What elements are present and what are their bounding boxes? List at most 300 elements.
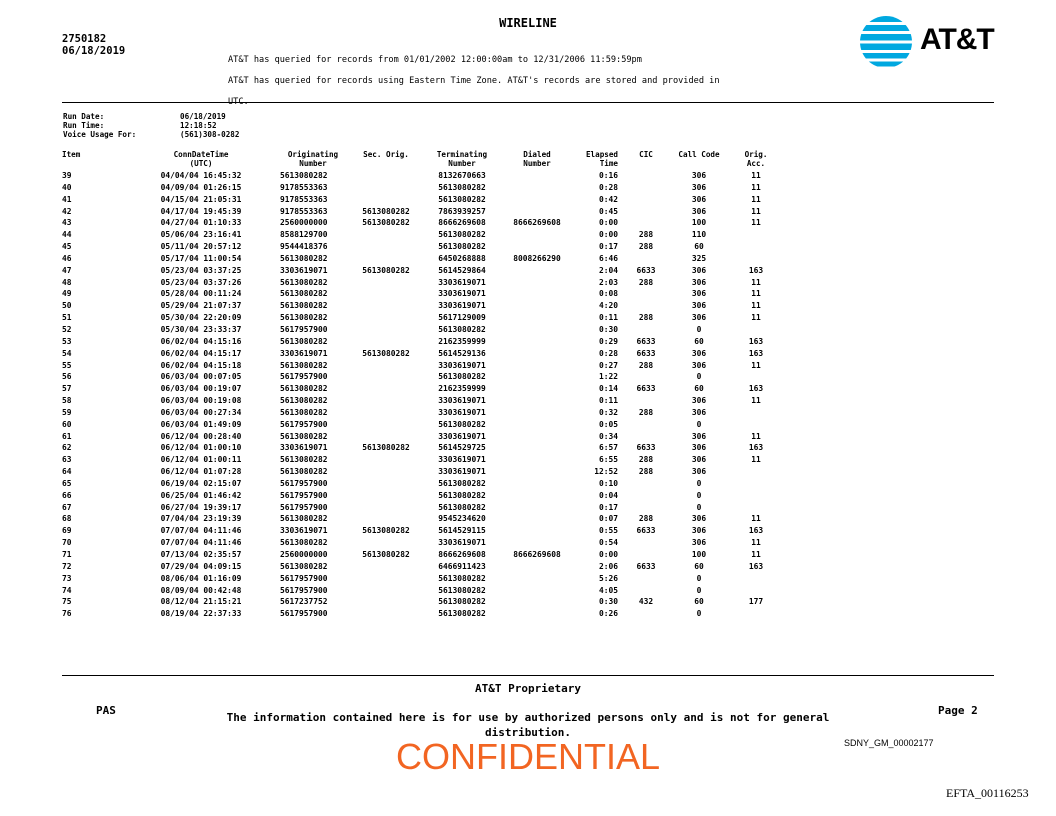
cell-conn-datetime: 08/12/04 21:15:21 xyxy=(160,597,242,607)
table-row xyxy=(56,253,784,265)
column-header-line: Terminating xyxy=(436,150,488,159)
cell-item: 69 xyxy=(62,526,72,536)
footer-divider xyxy=(62,675,994,676)
table-row xyxy=(56,170,784,182)
cell-terminating-number: 8666269608 xyxy=(438,218,486,228)
cell-cic xyxy=(622,170,670,182)
cell-conn-datetime: 06/02/04 04:15:18 xyxy=(160,360,242,370)
cell-secondary-originating xyxy=(350,561,422,573)
cell-cic xyxy=(622,217,670,229)
cell-dialed-number xyxy=(502,371,572,383)
cell-terminating-number: 5617129009 xyxy=(438,313,486,323)
cell-terminating-number: 3303619071 xyxy=(438,277,486,287)
cell-secondary-originating xyxy=(350,336,422,348)
cell-call-code: 0 xyxy=(696,478,702,488)
cell-item: 54 xyxy=(62,348,72,358)
column-header-cic xyxy=(622,150,670,170)
notice-line: AT&T has queried for records using Eastern Time Zone. AT&T's records are stored and provided in xyxy=(228,75,720,86)
cell-terminating-number: 9545234620 xyxy=(438,514,486,524)
table-row xyxy=(56,371,784,383)
cell-originating-access xyxy=(728,608,784,620)
cell-cic: 288 xyxy=(638,514,654,524)
column-header-call-code xyxy=(670,150,728,170)
cell-originating-access: 11 xyxy=(751,277,761,287)
table-row xyxy=(56,442,784,454)
cell-call-code: 306 xyxy=(691,289,707,299)
cell-cic: 6633 xyxy=(636,561,656,571)
cell-conn-datetime: 06/03/04 00:07:05 xyxy=(160,372,242,382)
cell-conn-datetime: 08/06/04 01:16:09 xyxy=(160,573,242,583)
cell-elapsed-time: 0:45 xyxy=(598,206,618,216)
cell-conn-datetime: 06/25/04 01:46:42 xyxy=(160,490,242,500)
cell-dialed-number xyxy=(502,478,572,490)
cell-originating-number: 5613080282 xyxy=(280,431,328,441)
cell-dialed-number xyxy=(502,442,572,454)
cell-originating-access: 11 xyxy=(751,550,761,559)
cell-cic xyxy=(622,300,670,312)
cell-conn-datetime: 05/11/04 20:57:12 xyxy=(160,242,242,252)
cell-originating-number: 5617957900 xyxy=(280,324,328,334)
cell-secondary-originating: 5613080282 xyxy=(362,348,410,358)
cell-call-code: 0 xyxy=(696,324,702,334)
cell-dialed-number xyxy=(502,561,572,573)
cell-cic xyxy=(622,371,670,383)
document-title: WIRELINE xyxy=(499,16,557,30)
cell-conn-datetime: 06/12/04 00:28:40 xyxy=(160,431,242,441)
run-metadata xyxy=(63,112,239,139)
cell-dialed-number xyxy=(502,596,572,608)
cell-conn-datetime: 06/02/04 04:15:16 xyxy=(160,336,242,346)
cell-secondary-originating xyxy=(350,407,422,419)
table-row xyxy=(56,288,784,300)
cell-item: 48 xyxy=(62,277,72,287)
cell-terminating-number: 5613080282 xyxy=(438,573,486,583)
cell-originating-access: 11 xyxy=(751,455,761,465)
column-header-originating-access xyxy=(728,150,784,170)
cell-cic xyxy=(622,431,670,443)
cell-terminating-number: 3303619071 xyxy=(438,360,486,370)
cell-elapsed-time: 0:16 xyxy=(598,171,618,180)
cell-secondary-originating xyxy=(350,182,422,194)
cell-cic xyxy=(622,395,670,407)
cell-secondary-originating xyxy=(350,300,422,312)
cell-item: 65 xyxy=(62,478,72,488)
cell-terminating-number: 8666269608 xyxy=(438,550,486,559)
cell-elapsed-time: 4:20 xyxy=(598,301,618,311)
cell-elapsed-time: 6:46 xyxy=(598,253,618,263)
column-header-line: CIC xyxy=(639,150,653,159)
cell-originating-number: 5613080282 xyxy=(280,171,328,180)
cell-secondary-originating xyxy=(350,229,422,241)
cell-originating-access xyxy=(728,490,784,502)
cell-item: 47 xyxy=(62,265,72,275)
cell-originating-access: 11 xyxy=(751,206,761,216)
confidential-stamp: CONFIDENTIAL xyxy=(395,736,661,777)
table-body xyxy=(56,170,784,620)
table-header-row xyxy=(56,150,784,170)
cell-elapsed-time: 0:11 xyxy=(598,396,618,406)
cell-call-code: 306 xyxy=(691,514,707,524)
cell-item: 46 xyxy=(62,253,72,263)
cell-originating-number: 5613080282 xyxy=(280,455,328,465)
cell-originating-number: 5617237752 xyxy=(280,597,328,607)
case-number: 2750182 xyxy=(62,33,107,45)
cell-conn-datetime: 05/23/04 03:37:26 xyxy=(160,277,242,287)
cell-secondary-originating xyxy=(350,478,422,490)
logo-wordmark: AT&T xyxy=(920,23,994,56)
cell-item: 40 xyxy=(62,182,72,192)
cell-conn-datetime: 06/27/04 19:39:17 xyxy=(160,502,242,512)
cell-item: 56 xyxy=(62,372,72,382)
cell-cic: 6633 xyxy=(636,336,656,346)
cell-secondary-originating xyxy=(350,502,422,514)
cell-dialed-number xyxy=(502,170,572,182)
cell-dialed-number xyxy=(502,336,572,348)
cell-terminating-number: 3303619071 xyxy=(438,407,486,417)
cell-item: 71 xyxy=(62,550,72,559)
cell-elapsed-time: 0:29 xyxy=(598,336,618,346)
cell-conn-datetime: 05/23/04 03:37:25 xyxy=(160,265,242,275)
cell-secondary-originating xyxy=(350,288,422,300)
cell-terminating-number: 5613080282 xyxy=(438,609,486,619)
cell-item: 39 xyxy=(62,171,72,180)
cell-dialed-number xyxy=(502,348,572,360)
cell-originating-number: 5613080282 xyxy=(280,407,328,417)
cell-dialed-number xyxy=(502,431,572,443)
cell-secondary-originating xyxy=(350,596,422,608)
cell-cic xyxy=(622,549,670,561)
cell-originating-access xyxy=(728,229,784,241)
cell-originating-number: 3303619071 xyxy=(280,348,328,358)
column-header-elapsed-time xyxy=(572,150,622,170)
cell-secondary-originating xyxy=(350,537,422,549)
cell-call-code: 306 xyxy=(691,360,707,370)
column-header-secondary-originating xyxy=(350,150,422,170)
cell-originating-number: 9544418376 xyxy=(280,242,328,252)
cell-terminating-number: 2162359999 xyxy=(438,384,486,394)
notice-line: AT&T has queried for records from 01/01/2002 12:00:00am to 12/31/2006 11:59:59pm xyxy=(228,54,642,65)
pas-label: PAS xyxy=(96,704,116,717)
cell-originating-number: 5613080282 xyxy=(280,561,328,571)
cell-dialed-number xyxy=(502,407,572,419)
table-row xyxy=(56,265,784,277)
cell-cic xyxy=(622,206,670,218)
cell-dialed-number xyxy=(502,502,572,514)
cell-conn-datetime: 05/30/04 22:20:09 xyxy=(160,313,242,323)
cell-originating-number: 9178553363 xyxy=(280,194,328,204)
document-identifier xyxy=(62,33,125,57)
cell-elapsed-time: 5:26 xyxy=(598,573,618,583)
cell-originating-number: 5617957900 xyxy=(280,609,328,619)
cell-dialed-number xyxy=(502,288,572,300)
cell-originating-number: 5613080282 xyxy=(280,514,328,524)
cell-call-code: 0 xyxy=(696,502,702,512)
cell-terminating-number: 3303619071 xyxy=(438,431,486,441)
cell-secondary-originating xyxy=(350,324,422,336)
cell-item: 64 xyxy=(62,467,72,477)
cell-dialed-number xyxy=(502,324,572,336)
cell-secondary-originating xyxy=(350,241,422,253)
cell-conn-datetime: 07/29/04 04:09:15 xyxy=(160,561,242,571)
cell-conn-datetime: 08/09/04 00:42:48 xyxy=(160,585,242,595)
cell-conn-datetime: 05/30/04 23:33:37 xyxy=(160,324,242,334)
cell-originating-number: 3303619071 xyxy=(280,265,328,275)
cell-dialed-number xyxy=(502,395,572,407)
cell-elapsed-time: 1:22 xyxy=(598,372,618,382)
cell-terminating-number: 5613080282 xyxy=(438,242,486,252)
cell-dialed-number: 8666269608 xyxy=(513,218,561,228)
cell-conn-datetime: 05/17/04 11:00:54 xyxy=(160,253,242,263)
cell-terminating-number: 2162359999 xyxy=(438,336,486,346)
cell-originating-access xyxy=(728,466,784,478)
cell-call-code: 0 xyxy=(696,490,702,500)
cell-terminating-number: 7863939257 xyxy=(438,206,486,216)
cell-call-code: 110 xyxy=(691,230,707,240)
cell-dialed-number xyxy=(502,608,572,620)
cell-call-code: 60 xyxy=(694,242,704,252)
cell-conn-datetime: 06/19/04 02:15:07 xyxy=(160,478,242,488)
cell-cic xyxy=(622,324,670,336)
cell-dialed-number xyxy=(502,229,572,241)
cell-conn-datetime: 06/02/04 04:15:17 xyxy=(160,348,242,358)
cell-terminating-number: 5613080282 xyxy=(438,419,486,429)
cell-originating-access: 163 xyxy=(748,348,764,358)
cell-terminating-number: 5613080282 xyxy=(438,372,486,382)
distribution-disclaimer: The information contained here is for use by authorized persons only and is not for general distribution. xyxy=(226,711,830,739)
cell-conn-datetime: 06/03/04 01:49:09 xyxy=(160,419,242,429)
cell-elapsed-time: 0:08 xyxy=(598,289,618,299)
cell-item: 63 xyxy=(62,455,72,465)
cell-elapsed-time: 0:10 xyxy=(598,478,618,488)
cell-originating-access xyxy=(728,502,784,514)
cell-terminating-number: 5613080282 xyxy=(438,478,486,488)
cell-secondary-originating xyxy=(350,608,422,620)
cell-terminating-number: 5614529136 xyxy=(438,348,486,358)
cell-cic: 6633 xyxy=(636,265,656,275)
cell-originating-access: 11 xyxy=(751,171,761,180)
cell-originating-number: 5613080282 xyxy=(280,253,328,263)
cell-secondary-originating xyxy=(350,383,422,395)
cell-elapsed-time: 0:55 xyxy=(598,526,618,536)
cell-elapsed-time: 0:26 xyxy=(598,609,618,619)
cell-cic xyxy=(622,585,670,597)
cell-secondary-originating xyxy=(350,419,422,431)
cell-call-code: 306 xyxy=(691,526,707,536)
table-row xyxy=(56,206,784,218)
column-header-line: Call Code xyxy=(678,150,720,159)
table-row xyxy=(56,217,784,229)
cell-terminating-number: 5613080282 xyxy=(438,597,486,607)
cell-originating-access xyxy=(728,371,784,383)
cell-dialed-number xyxy=(502,454,572,466)
cell-item: 67 xyxy=(62,502,72,512)
cell-item: 53 xyxy=(62,336,72,346)
cell-item: 74 xyxy=(62,585,72,595)
cell-originating-access: 11 xyxy=(751,301,761,311)
table-row xyxy=(56,241,784,253)
cell-originating-number: 2560000000 xyxy=(280,218,328,228)
cell-originating-access: 11 xyxy=(751,514,761,524)
cell-terminating-number: 5614529725 xyxy=(438,443,486,453)
cell-originating-number: 5613080282 xyxy=(280,313,328,323)
cell-item: 57 xyxy=(62,384,72,394)
cell-originating-number: 5613080282 xyxy=(280,277,328,287)
cell-call-code: 306 xyxy=(691,407,707,417)
cell-originating-access xyxy=(728,419,784,431)
cell-cic: 6633 xyxy=(636,384,656,394)
cell-call-code: 306 xyxy=(691,277,707,287)
table-row xyxy=(56,596,784,608)
cell-terminating-number: 3303619071 xyxy=(438,289,486,299)
cell-elapsed-time: 0:34 xyxy=(598,431,618,441)
cell-item: 44 xyxy=(62,230,72,240)
table-row xyxy=(56,336,784,348)
column-header-line: Acc. xyxy=(746,159,766,168)
cell-terminating-number: 5614529864 xyxy=(438,265,486,275)
column-header-line: Originating xyxy=(287,150,339,159)
cell-dialed-number xyxy=(502,277,572,289)
cell-elapsed-time: 0:28 xyxy=(598,348,618,358)
cell-originating-access xyxy=(728,478,784,490)
table-row xyxy=(56,348,784,360)
cell-dialed-number xyxy=(502,182,572,194)
cell-call-code: 306 xyxy=(691,265,707,275)
cell-elapsed-time: 0:17 xyxy=(598,242,618,252)
cell-originating-access: 163 xyxy=(748,384,764,394)
cell-originating-access xyxy=(728,324,784,336)
cell-call-code: 306 xyxy=(691,301,707,311)
cell-originating-number: 5617957900 xyxy=(280,372,328,382)
cell-cic: 288 xyxy=(638,407,654,417)
cell-cic: 288 xyxy=(638,313,654,323)
cell-conn-datetime: 04/04/04 16:45:32 xyxy=(160,171,242,180)
cell-secondary-originating: 5613080282 xyxy=(362,550,410,559)
cell-conn-datetime: 04/17/04 19:45:39 xyxy=(160,206,242,216)
cell-terminating-number: 6450268888 xyxy=(438,253,486,263)
voice-usage-label: Voice Usage For: xyxy=(63,130,137,139)
cell-dialed-number xyxy=(502,360,572,372)
cell-dialed-number xyxy=(502,585,572,597)
cell-cic: 288 xyxy=(638,230,654,240)
proprietary-label: AT&T Proprietary xyxy=(475,682,581,695)
cell-secondary-originating xyxy=(350,371,422,383)
cell-item: 73 xyxy=(62,573,72,583)
cell-dialed-number xyxy=(502,490,572,502)
cell-secondary-originating: 5613080282 xyxy=(362,526,410,536)
cell-terminating-number: 3303619071 xyxy=(438,301,486,311)
cell-call-code: 0 xyxy=(696,573,702,583)
cell-terminating-number: 5613080282 xyxy=(438,490,486,500)
cell-terminating-number: 3303619071 xyxy=(438,455,486,465)
cell-originating-number: 5613080282 xyxy=(280,384,328,394)
table-row xyxy=(56,454,784,466)
cell-cic xyxy=(622,573,670,585)
cell-call-code: 60 xyxy=(694,384,704,394)
notice-line: UTC. xyxy=(228,96,249,107)
cell-cic xyxy=(622,194,670,206)
cell-call-code: 306 xyxy=(691,313,707,323)
cell-item: 68 xyxy=(62,514,72,524)
cell-cic: 288 xyxy=(638,467,654,477)
cell-secondary-originating xyxy=(350,253,422,265)
column-header-line: Dialed xyxy=(523,150,551,159)
cell-call-code: 306 xyxy=(691,443,707,453)
cell-secondary-originating xyxy=(350,312,422,324)
cell-originating-access: 11 xyxy=(751,396,761,406)
cell-originating-access: 163 xyxy=(748,336,764,346)
cell-item: 45 xyxy=(62,242,72,252)
cell-secondary-originating xyxy=(350,360,422,372)
cell-terminating-number: 3303619071 xyxy=(438,396,486,406)
table-row xyxy=(56,324,784,336)
column-header-line: Time xyxy=(599,159,618,168)
cell-elapsed-time: 2:06 xyxy=(598,561,618,571)
table-row xyxy=(56,525,784,537)
cell-secondary-originating xyxy=(350,454,422,466)
cell-secondary-originating xyxy=(350,466,422,478)
cell-secondary-originating: 5613080282 xyxy=(362,265,410,275)
table-row xyxy=(56,194,784,206)
cell-call-code: 0 xyxy=(696,609,702,619)
cell-originating-number: 5617957900 xyxy=(280,478,328,488)
table-row xyxy=(56,466,784,478)
table-row xyxy=(56,490,784,502)
cell-cic: 432 xyxy=(638,597,654,607)
cell-originating-access: 163 xyxy=(748,526,764,536)
column-header-line: Number xyxy=(299,159,327,168)
table-row xyxy=(56,407,784,419)
cell-call-code: 100 xyxy=(691,550,707,559)
cell-item: 60 xyxy=(62,419,72,429)
cell-item: 72 xyxy=(62,561,72,571)
table-row xyxy=(56,513,784,525)
cell-item: 49 xyxy=(62,289,72,299)
cell-call-code: 306 xyxy=(691,194,707,204)
cell-originating-number: 2560000000 xyxy=(280,550,328,559)
table-row xyxy=(56,383,784,395)
cell-item: 43 xyxy=(62,218,72,228)
cell-originating-number: 3303619071 xyxy=(280,526,328,536)
cell-secondary-originating xyxy=(350,490,422,502)
run-time-label: Run Time: xyxy=(63,121,105,130)
cell-dialed-number: 8666269608 xyxy=(513,550,561,559)
cell-terminating-number: 3303619071 xyxy=(438,467,486,477)
cell-originating-access: 11 xyxy=(751,360,761,370)
cell-conn-datetime: 05/06/04 23:16:41 xyxy=(160,230,242,240)
page-number: Page 2 xyxy=(938,704,978,717)
run-date-value: 06/18/2019 xyxy=(180,112,226,121)
cell-conn-datetime: 06/03/04 00:27:34 xyxy=(160,407,242,417)
cell-dialed-number: 8008266290 xyxy=(513,253,561,263)
cell-item: 61 xyxy=(62,431,72,441)
cell-elapsed-time: 0:54 xyxy=(598,538,618,548)
run-date-label: Run Date: xyxy=(63,112,105,121)
run-time-value: 12:18:52 xyxy=(180,121,217,130)
cell-originating-number: 9178553363 xyxy=(280,182,328,192)
cell-call-code: 306 xyxy=(691,396,707,406)
cell-secondary-originating xyxy=(350,573,422,585)
cell-terminating-number: 5613080282 xyxy=(438,194,486,204)
cell-conn-datetime: 06/03/04 00:19:07 xyxy=(160,384,242,394)
column-header-item xyxy=(56,150,126,170)
cell-conn-datetime: 04/09/04 01:26:15 xyxy=(160,182,242,192)
cell-dialed-number xyxy=(502,383,572,395)
header-divider xyxy=(62,102,994,103)
cell-originating-access: 163 xyxy=(748,265,764,275)
cell-dialed-number xyxy=(502,466,572,478)
cell-dialed-number xyxy=(502,513,572,525)
cell-cic xyxy=(622,537,670,549)
